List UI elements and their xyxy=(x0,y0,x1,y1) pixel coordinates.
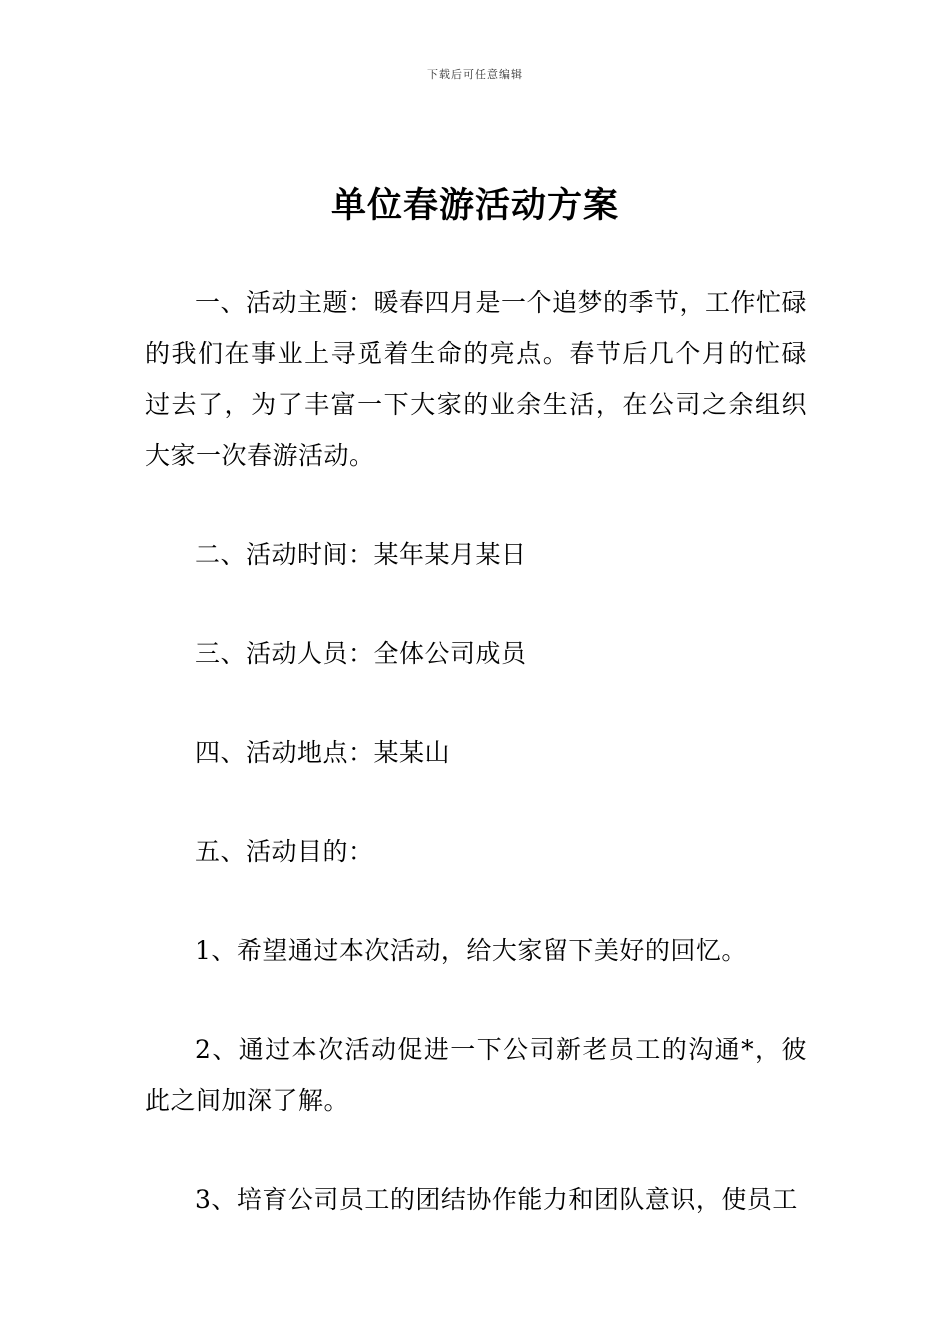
paragraph-time: 二、活动时间：某年某月某日 xyxy=(195,540,527,569)
paragraph-participants: 三、活动人员：全体公司成员 xyxy=(195,639,527,668)
paragraph-purpose-heading: 五、活动目的： xyxy=(195,837,374,866)
header-note: 下载后可任意编辑 xyxy=(427,68,523,81)
paragraph-purpose-2: 2、通过本次活动促进一下公司新老员工的沟通*，彼此之间加深了解。 xyxy=(145,1035,807,1115)
paragraph-purpose-3: 3、培育公司员工的团结协作能力和团队意识，使员工 xyxy=(195,1185,798,1214)
paragraph-purpose-1: 1、希望通过本次活动，给大家留下美好的回忆。 xyxy=(195,936,747,965)
paragraph-location: 四、活动地点：某某山 xyxy=(195,738,451,767)
paragraph-theme: 一、活动主题：暖春四月是一个追梦的季节，工作忙碌的我们在事业上寻觅着生命的亮点。春节后几个月的忙碌过去了，为了丰富一下大家的业余生活，在公司之余组织大家一次春游活动。 xyxy=(145,288,808,470)
document-body xyxy=(145,277,807,1225)
document-title: 单位春游活动方案 xyxy=(330,186,619,226)
